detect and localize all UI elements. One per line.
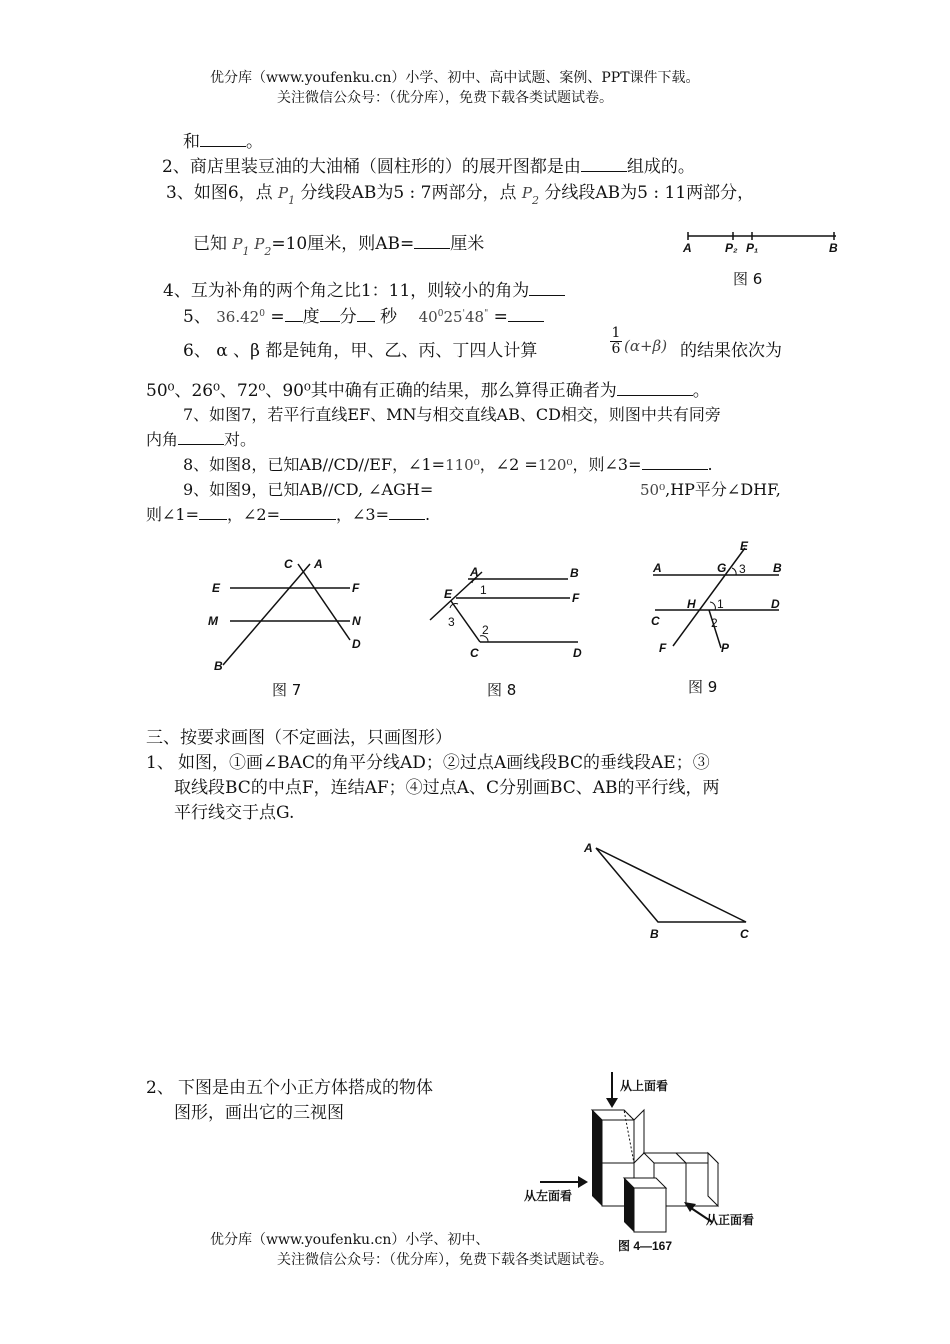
q3-p2 — [521, 184, 539, 207]
q2-text-b: 组成的。 — [626, 157, 695, 177]
fig8-f: F — [572, 591, 580, 605]
header-line-1: 优分库（www.youfenku.cn）小学、初中、高中试题、案例、PPT课件下载。 — [210, 70, 700, 86]
q5-du: 度 — [302, 307, 320, 327]
fig8-segment-ec — [451, 601, 480, 642]
q4-blank[interactable] — [529, 279, 565, 296]
fig7-d: D — [352, 637, 361, 651]
q4 — [163, 276, 565, 301]
section3-p1-line1: 如图，①画∠BAC的角平分线AD；②过点A画线段BC的垂线段AE；③ — [178, 753, 710, 773]
fig7-label: 图 7 — [272, 681, 302, 699]
fig7-line-ab — [223, 564, 310, 665]
q5-deg2: 0 — [437, 309, 444, 319]
q5-blank-deg[interactable] — [285, 305, 303, 322]
q5-eq: = — [270, 307, 285, 327]
q6-fraction — [610, 326, 622, 357]
fig9-f: F — [659, 641, 667, 655]
q3-p1-letter: P — [278, 184, 289, 202]
fig8-c: C — [470, 646, 479, 660]
q9-text-d: ，∠2= — [227, 505, 280, 524]
arrow-left-head — [578, 1176, 588, 1188]
fig9-d: D — [771, 597, 780, 611]
fig6-a: A — [683, 241, 692, 255]
fig9-e: E — [740, 539, 749, 553]
q3-p2b-letter: P — [254, 235, 265, 253]
q7-blank[interactable] — [178, 428, 224, 445]
q5-value — [216, 308, 265, 326]
figure-triangle — [580, 836, 760, 946]
q3-text-f: 厘米 — [450, 234, 485, 254]
fig6-b: B — [829, 241, 838, 255]
q5-blank-2[interactable] — [508, 305, 544, 322]
q5-deg: 0 — [259, 309, 265, 319]
section3-p2-line1: 下图是由五个小正方体搭成的物体 — [178, 1078, 433, 1098]
q3-p1 — [278, 184, 296, 207]
q1-blank[interactable] — [200, 130, 246, 147]
fig8-n3: 3 — [448, 615, 455, 629]
fig7-e: E — [212, 581, 221, 595]
footer-line-2: 关注微信公众号：（优分库），免费下载各类试题试卷。 — [277, 1252, 613, 1268]
q6-line2 — [146, 376, 710, 401]
fig8-label: 图 8 — [487, 681, 517, 699]
fig7-m: M — [208, 614, 218, 628]
cube-column-left-face — [592, 1110, 602, 1206]
q6-blank[interactable] — [617, 379, 693, 396]
q8-text-c: ，则∠3= — [572, 455, 642, 474]
fig7-b: B — [214, 659, 223, 673]
q9-blank-3[interactable] — [389, 503, 425, 520]
cubes-caption: 图 4—167 — [618, 1239, 673, 1253]
q3-line1 — [166, 178, 754, 207]
fig7-line-cd — [298, 564, 350, 640]
q6-frac-num: 1 — [611, 325, 621, 341]
q5 — [183, 302, 544, 327]
q4-text: 4、互为补角的两个角之比1：11，则较小的角为 — [163, 281, 530, 301]
fig9-n2: 2 — [711, 616, 718, 630]
q6-frac-den: 6 — [611, 341, 621, 357]
q8-v1: 110⁰ — [445, 456, 480, 474]
fig8-n2: 2 — [482, 623, 489, 637]
q5-eq2: = — [493, 307, 508, 327]
arrow-top-head — [606, 1098, 618, 1108]
q3-blank[interactable] — [414, 232, 450, 249]
cube-column-upper — [602, 1120, 634, 1163]
fig9-h: H — [687, 597, 696, 611]
q7-line2 — [146, 427, 256, 450]
q1-end: 。 — [246, 132, 263, 152]
cube-front — [634, 1188, 666, 1232]
fig6-p2: P₂ — [725, 241, 738, 255]
figure-9 — [645, 538, 795, 663]
fig9-n1: 1 — [717, 597, 724, 611]
q9-v: 50⁰ — [640, 481, 666, 499]
fig9-transversal-ef — [673, 548, 745, 646]
section3-p1-line2: 取线段BC的中点F，连结AF；④过点A、C分别画BC、AB的平行线，两 — [174, 778, 720, 798]
q7-text-c: 对。 — [224, 430, 257, 449]
q3-p2-sub: 2 — [531, 194, 539, 207]
q3-text-a: 3、如图6，点 — [166, 183, 273, 203]
q9-blank-1[interactable] — [199, 503, 227, 520]
q9-end: . — [425, 505, 431, 524]
label-left-view: 从左面看 — [524, 1189, 573, 1203]
q3-p1b-letter: P — [232, 235, 243, 253]
fig9-label: 图 9 — [688, 678, 718, 696]
q8-text-b: ，∠2 = — [479, 455, 538, 474]
q6-end: 。 — [692, 381, 710, 401]
figure-8 — [420, 560, 600, 670]
header-line-2: 关注微信公众号：（优分库），免费下载各类试题试卷。 — [277, 90, 613, 106]
q7-text-b: 内角 — [146, 430, 179, 449]
fig9-arc-3 — [732, 568, 736, 575]
q3-text-c: 分线段AB为5 : 11两部分， — [544, 183, 755, 203]
q1-text: 和 — [183, 132, 200, 152]
q5-num: 5、 — [183, 307, 211, 327]
q5-blank-min[interactable] — [320, 305, 340, 322]
cube-column-side — [634, 1110, 644, 1163]
section3-p2-num: 2、 — [146, 1078, 174, 1098]
fig6-p1: P₁ — [746, 241, 759, 255]
label-top-view: 从上面看 — [620, 1079, 669, 1093]
fig7-a: A — [314, 557, 323, 571]
q5-val2: 40 — [418, 308, 438, 326]
fig8-a: A — [470, 565, 479, 579]
q2 — [162, 152, 695, 177]
q9-blank-2[interactable] — [280, 503, 336, 520]
fig6-label: 图 6 — [733, 270, 763, 288]
fig9-c: C — [651, 614, 660, 628]
fig9-g: G — [717, 561, 727, 575]
q8-text-a: 8、如图8，已知AB//CD//EF，∠1= — [183, 455, 446, 474]
triangle-c: C — [740, 927, 749, 941]
q5-sec: 48 — [465, 308, 485, 326]
q3-line2 — [193, 229, 484, 258]
figure-cubes — [520, 1066, 780, 1256]
q3-p1-sub: 1 — [288, 194, 296, 207]
fig9-arc-1 — [710, 602, 715, 610]
triangle-abc — [596, 848, 746, 922]
q5-value2: $40^025'48^"$ — [418, 308, 489, 326]
fig9-b: B — [773, 561, 782, 575]
q1-tail — [183, 127, 263, 152]
q3-p2-letter: P — [521, 184, 532, 202]
q9-line2 — [146, 502, 430, 525]
q6-text-b: 的结果依次为 — [680, 341, 782, 361]
cube-row-end — [708, 1153, 718, 1206]
triangle-b: B — [650, 927, 659, 941]
section3-p2-line2: 图形，画出它的三视图 — [174, 1103, 344, 1123]
q5-val: 36.42 — [216, 308, 260, 326]
q6-line1 — [183, 336, 537, 361]
q9-line1-a: 9、如图9，已知AB//CD, ∠AGH= — [183, 480, 434, 499]
q3-text-b: 分线段AB为5 : 7两部分，点 — [300, 183, 517, 203]
section3-p1-num: 1、 — [146, 753, 174, 773]
q3-p1p2 — [232, 235, 272, 258]
fig8-e: E — [444, 587, 453, 601]
q9-text-e: ，∠3= — [336, 505, 389, 524]
section3-title: 三、按要求画图（不定画法，只画图形） — [146, 728, 452, 748]
q8-blank[interactable] — [642, 453, 708, 470]
q9-line1-b — [640, 477, 781, 500]
q8-v2: 120⁰ — [537, 456, 573, 474]
q5-blank-sec[interactable] — [357, 305, 375, 322]
q6-text-a: 6、 α 、β 都是钝角，甲、乙、丙、丁四人计算 — [183, 341, 538, 361]
q6-text-c: 其中确有正确的结果，那么算得正确者为 — [310, 381, 617, 401]
section3-p1-line3: 平行线交于点G. — [174, 803, 295, 823]
q9-text-b: ,HP平分∠DHF, — [665, 480, 781, 499]
q5-min: 25 — [443, 308, 463, 326]
figure-7 — [200, 550, 380, 675]
q8-end: . — [707, 455, 713, 474]
fig7-n: N — [352, 614, 361, 628]
triangle-a: A — [584, 841, 593, 855]
q6-expr: (α+β) — [624, 337, 668, 355]
fig9-n3: 3 — [739, 562, 746, 576]
fig9-p: P — [721, 641, 730, 655]
fig8-d: D — [573, 646, 582, 660]
q6-vals: 50⁰、26⁰、72⁰、90⁰ — [146, 381, 311, 401]
fig7-c: C — [284, 557, 293, 571]
q3-p2b-sub: 2 — [264, 245, 272, 258]
q3-text-e: =10厘米，则AB= — [271, 234, 415, 254]
fig9-a: A — [653, 561, 662, 575]
q8 — [183, 452, 713, 475]
q9-text-c: 则∠1= — [146, 505, 199, 524]
fig8-b: B — [570, 566, 579, 580]
label-front-view: 从正面看 — [706, 1213, 755, 1227]
q3-text-d: 已知 — [193, 234, 227, 254]
q7-line1: 7、如图7，若平行直线EF、MN与相交直线AB、CD相交，则图中共有同旁 — [183, 405, 721, 424]
footer-line-1: 优分库（www.youfenku.cn）小学、初中、 — [210, 1232, 490, 1248]
q2-text-a: 2、商店里装豆油的大油桶（圆柱形的）的展开图都是由 — [162, 157, 581, 177]
q5-fen: 分 — [339, 307, 357, 327]
q3-p1b-sub: 1 — [242, 245, 250, 258]
q5-miao: 秒 — [379, 307, 397, 327]
fig8-n1: 1 — [480, 583, 487, 597]
q2-blank[interactable] — [581, 155, 627, 172]
fig7-f: F — [352, 581, 360, 595]
